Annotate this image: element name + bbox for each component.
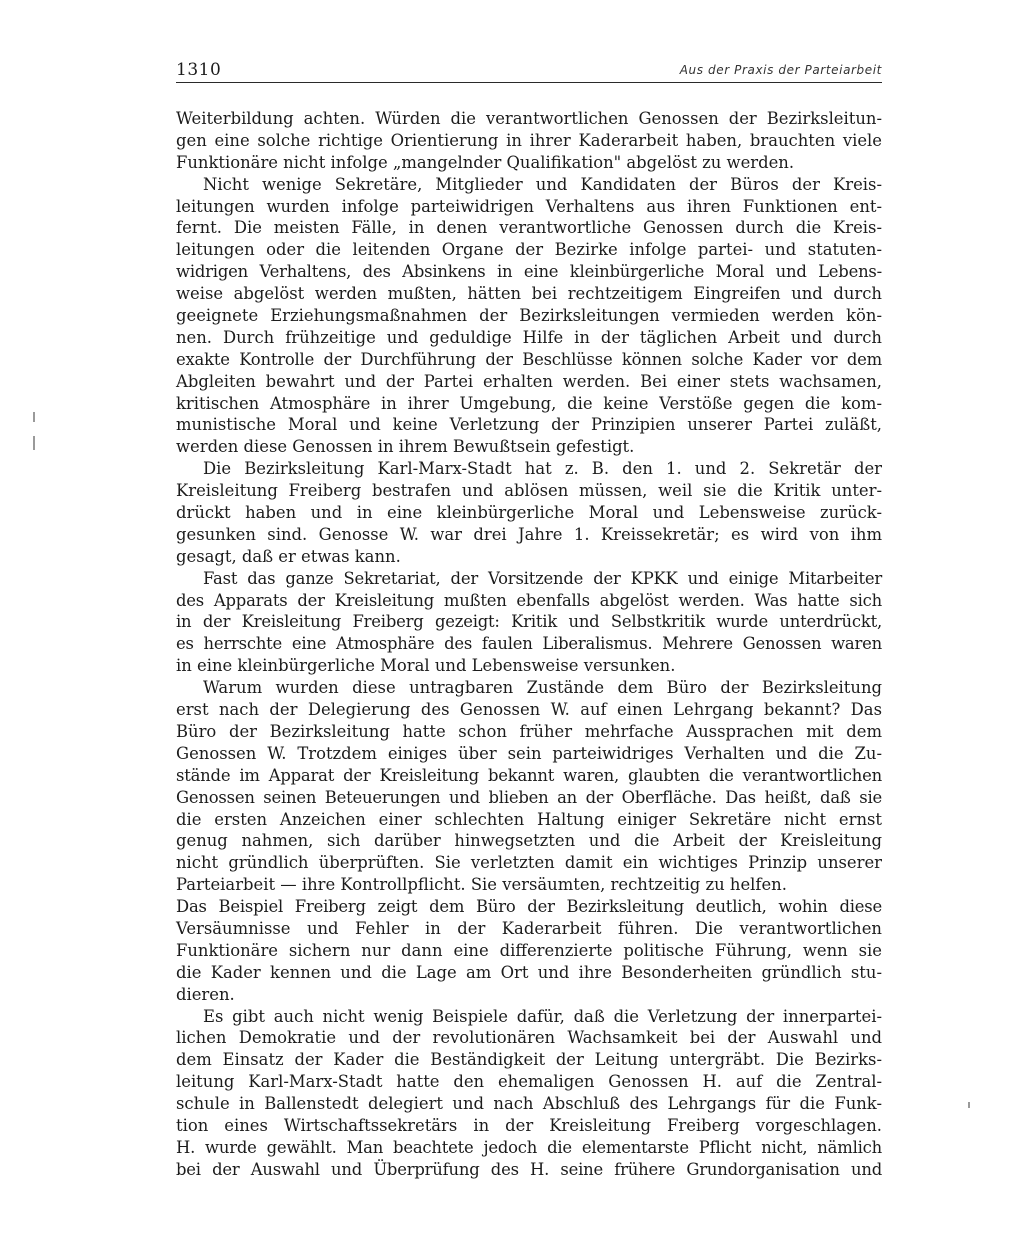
body-text xyxy=(176,108,882,1181)
text-line: lichen Demokratie und der revolutionären Wachsamkeit bei der Auswahl und xyxy=(176,1028,882,1048)
text-line: gesunken sind. Genosse W. war drei Jahre 1. Kreissekretär; es wird von ihm xyxy=(176,524,882,544)
text-line: Büro der Bezirksleitung hatte schon früher mehrfache Aussprachen mit dem xyxy=(176,721,882,741)
text-line: erst nach der Delegierung des Genossen W. auf einen Lehrgang bekannt? Das xyxy=(176,700,882,720)
text-line: in eine kleinbürgerliche Moral und Lebensweise versunken. xyxy=(176,656,676,676)
text-line: Fast das ganze Sekretariat, der Vorsitzende der KPKK und einige Mitarbeiter xyxy=(203,568,882,588)
text-line: Nicht wenige Sekretäre, Mitglieder und Kandidaten der Büros der Kreis- xyxy=(203,174,882,194)
text-line: Genossen W. Trotzdem einiges über sein parteiwidriges Verhalten und die Zu- xyxy=(176,743,882,763)
text-line: Warum wurden diese untragbaren Zustände dem Büro der Bezirksleitung xyxy=(203,678,882,698)
text-line: leitungen wurden infolge parteiwidrigen Verhaltens aus ihren Funktionen ent- xyxy=(176,196,882,216)
text-line: widrigen Verhaltens, des Absinkens in eine kleinbürgerliche Moral und Lebens- xyxy=(176,262,882,282)
text-line: Die Bezirksleitung Karl-Marx-Stadt hat z. B. den 1. und 2. Sekretär der xyxy=(203,459,882,479)
edge-mark xyxy=(968,1102,970,1108)
text-line: stände im Apparat der Kreisleitung bekannt waren, glaubten die verantwortlichen xyxy=(176,765,882,785)
text-line: fernt. Die meisten Fälle, in denen verantwortliche Genossen durch die Kreis- xyxy=(176,218,882,238)
text-line: in der Kreisleitung Freiberg gezeigt: Kritik und Selbstkritik wurde unterdrückt, xyxy=(176,612,882,632)
text-line: nen. Durch frühzeitige und geduldige Hilfe in der täglichen Arbeit und durch xyxy=(176,327,882,347)
text-line: Abgleiten bewahrt und der Partei erhalten werden. Bei einer stets wachsamen, xyxy=(176,371,882,391)
text-line: bei der Auswahl und Überprüfung des H. seine frühere Grundorganisation und xyxy=(176,1159,882,1179)
text-line: leitung Karl-Marx-Stadt hatte den ehemaligen Genossen H. auf die Zentral- xyxy=(176,1072,882,1092)
running-header xyxy=(176,60,882,83)
text-line: Genossen seinen Beteuerungen und blieben an der Oberfläche. Das heißt, daß sie xyxy=(176,787,882,807)
text-line: Das Beispiel Freiberg zeigt dem Büro der Bezirksleitung deutlich, wohin diese xyxy=(176,897,882,917)
text-line: die ersten Anzeichen einer schlechten Haltung einiger Sekretäre nicht ernst xyxy=(176,809,882,829)
text-line: werden diese Genossen in ihrem Bewußtsein gefestigt. xyxy=(176,437,635,457)
text-line: Funktionäre sichern nur dann eine differenzierte politische Führung, wenn sie xyxy=(176,940,882,960)
text-line: Kreisleitung Freiberg bestrafen und ablösen müssen, weil sie die Kritik unter- xyxy=(176,481,882,501)
text-line: die Kader kennen und die Lage am Ort und ihre Besonderheiten gründlich stu- xyxy=(176,962,882,982)
text-line: weise abgelöst werden mußten, hätten bei rechtzeitigem Eingreifen und durch xyxy=(176,284,882,304)
text-line: gesagt, daß er etwas kann. xyxy=(176,546,401,566)
text-line: Versäumnisse und Fehler in der Kaderarbeit führen. Die verantwortlichen xyxy=(176,918,882,938)
text-line: schule in Ballenstedt delegiert und nach Abschluß des Lehrgangs für die Funk- xyxy=(176,1094,882,1114)
text-line: genug nahmen, sich darüber hinwegsetzten und die Arbeit der Kreisleitung xyxy=(176,831,882,851)
text-line: nicht gründlich überprüften. Sie verletzten damit ein wichtiges Prinzip unserer xyxy=(176,853,882,873)
text-line: Es gibt auch nicht wenig Beispiele dafür, daß die Verletzung der innerpartei- xyxy=(203,1006,882,1026)
text-line: exakte Kontrolle der Durchführung der Beschlüsse können solche Kader vor dem xyxy=(176,349,882,369)
text-line: Parteiarbeit — ihre Kontrollpflicht. Sie versäumten, rechtzeitig zu helfen. xyxy=(176,875,787,895)
text-line: geeignete Erziehungsmaßnahmen der Bezirksleitungen vermieden werden kön- xyxy=(176,306,882,326)
text-line: gen eine solche richtige Orientierung in ihrer Kaderarbeit haben, brauchten viele xyxy=(176,130,882,150)
text-line: dem Einsatz der Kader die Beständigkeit der Leitung untergräbt. Die Bezirks- xyxy=(176,1050,882,1070)
text-line: kritischen Atmosphäre in ihrer Umgebung, die keine Verstöße gegen die kom- xyxy=(176,393,882,413)
text-line: munistische Moral und keine Verletzung der Prinzipien unserer Partei zuläßt, xyxy=(176,415,882,435)
text-line: tion eines Wirtschaftssekretärs in der Kreisleitung Freiberg vorgeschlagen. xyxy=(176,1115,882,1135)
margin-mark xyxy=(33,436,35,450)
text-line: des Apparats der Kreisleitung mußten ebenfalls abgelöst werden. Was hatte sich xyxy=(176,590,882,610)
running-section-title: Aus der Praxis der Parteiarbeit xyxy=(679,63,882,77)
text-line: drückt haben und in eine kleinbürgerliche Moral und Lebensweise zurück- xyxy=(176,503,882,523)
text-line: Weiterbildung achten. Würden die verantwortlichen Genossen der Bezirksleitun- xyxy=(176,109,882,128)
text-line: dieren. xyxy=(176,984,235,1004)
text-line: H. wurde gewählt. Man beachtete jedoch die elementarste Pflicht nicht, nämlich xyxy=(176,1137,882,1157)
page-number: 1310 xyxy=(176,60,222,80)
text-line: leitungen oder die leitenden Organe der Bezirke infolge partei- und statuten- xyxy=(176,240,882,260)
text-line: es herrschte eine Atmosphäre des faulen Liberalismus. Mehrere Genossen waren xyxy=(176,634,882,654)
margin-mark xyxy=(33,412,35,422)
text-line: Funktionäre nicht infolge „mangelnder Qualifikation" abgelöst zu werden. xyxy=(176,152,795,172)
